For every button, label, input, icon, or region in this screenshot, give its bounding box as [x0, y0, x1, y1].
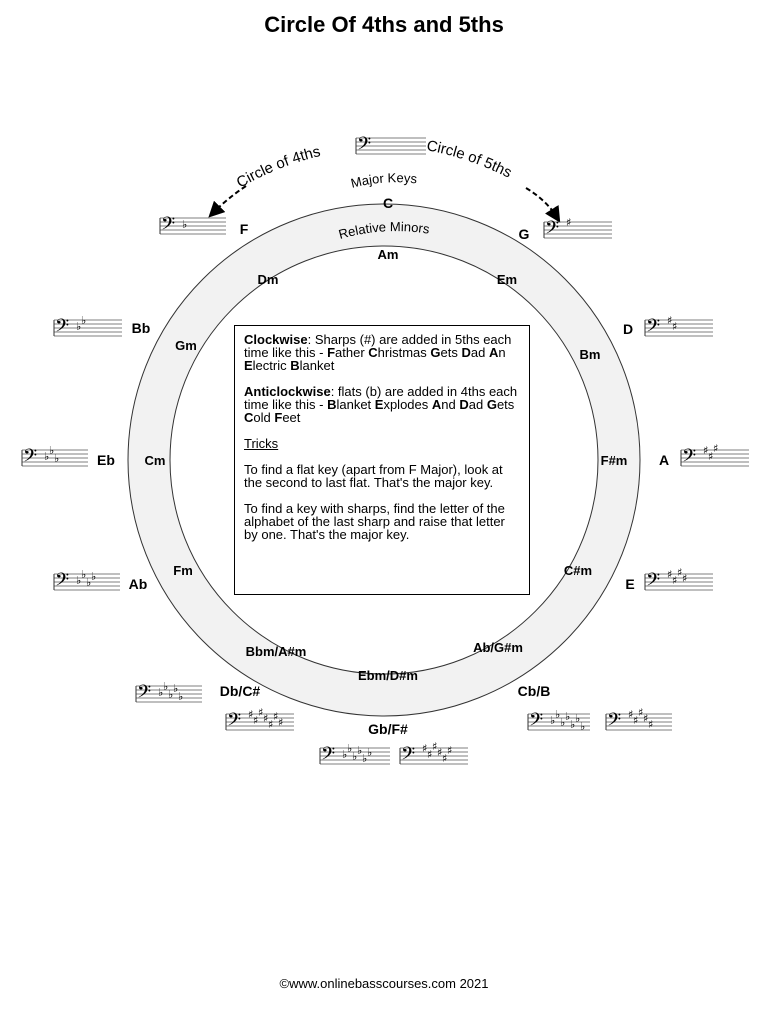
flat-icon: ♭: [86, 576, 92, 589]
flat-icon: ♭: [565, 710, 571, 723]
minor-key-label-csharpm: C#m: [563, 563, 593, 578]
mnemonic-initial: G: [430, 345, 441, 360]
sharp-icon: ♯: [708, 450, 714, 463]
anticlockwise-paragraph: [244, 385, 520, 424]
mnemonic-word-rest: lanket: [299, 358, 335, 373]
major-key-label-cb-b: Cb/B: [517, 683, 551, 699]
footer-copyright: ©www.onlinebasscourses.com 2021: [279, 976, 489, 991]
staff-signature-a: [681, 442, 749, 471]
staff-signature-b: [606, 706, 672, 735]
flat-icon: ♭: [163, 680, 169, 693]
mnemonic-initial: F: [327, 345, 336, 360]
flat-icon: ♭: [178, 690, 184, 703]
major-key-label-ab: Ab: [128, 576, 148, 592]
sharp-icon: ♯: [566, 216, 572, 229]
minor-key-label-bm: Bm: [579, 347, 601, 362]
anticlockwise-title: Anticlockwise: [244, 384, 331, 399]
flat-icon: ♭: [182, 218, 188, 231]
flat-icon: ♭: [168, 688, 174, 701]
staff-signature-cb: [528, 708, 590, 735]
bass-clef-icon: 𝄢: [23, 446, 38, 471]
anticlockwise-text: : flats (b) are added in 4ths each time like this -: [244, 384, 518, 412]
staff-signature-gb: [320, 742, 390, 769]
flat-icon: ♭: [342, 748, 348, 761]
sharp-icon: ♯: [667, 314, 673, 327]
clockwise-title: Clockwise: [244, 332, 308, 347]
mnemonic-initial: A: [431, 397, 442, 412]
sharp-icon: ♯: [672, 320, 678, 333]
trick-1: To find a flat key (apart from F Major), look at the second to last flat. That's the major key.: [244, 462, 503, 490]
flat-icon: ♭: [347, 742, 353, 755]
mnemonic-word-rest: hristmas: [377, 345, 431, 360]
sharp-icon: ♯: [442, 752, 448, 765]
major-key-label-eb: Eb: [97, 452, 115, 468]
mnemonic-word-rest: xplodes: [383, 397, 432, 412]
mnemonic-initial: E: [374, 397, 384, 412]
major-key-label-e: E: [625, 576, 635, 592]
minor-key-label-fsharpm: F#m: [600, 453, 628, 468]
sharp-icon: ♯: [682, 572, 688, 585]
circle-of-5ths-caption: Circle of 5ths: [425, 137, 515, 182]
bass-clef-icon: 𝄢: [607, 710, 622, 735]
sharp-icon: ♯: [447, 744, 453, 757]
major-key-label-a: A: [658, 452, 670, 468]
minor-key-label-cm: Cm: [144, 453, 166, 468]
mnemonic-initial: C: [368, 345, 378, 360]
sharp-icon: ♯: [628, 708, 634, 721]
mnemonic-word-rest: ad: [468, 397, 487, 412]
staff-signature-ab: [54, 568, 120, 595]
mnemonic-word-rest: n: [498, 345, 506, 360]
bass-clef-icon: 𝄢: [55, 316, 70, 341]
bass-clef-icon: 𝄢: [401, 744, 416, 769]
flat-icon: ♭: [158, 686, 164, 699]
sharp-icon: ♯: [643, 712, 649, 725]
flat-icon: ♭: [555, 708, 561, 721]
bass-clef-icon: 𝄢: [682, 446, 697, 471]
staff-signature-bb: [54, 314, 122, 341]
bass-clef-icon: 𝄢: [227, 710, 242, 735]
minor-key-label-fm: Fm: [173, 563, 193, 578]
sharp-icon: ♯: [703, 444, 709, 457]
major-key-label-gb-fsharp: Gb/F#: [368, 721, 408, 737]
major-key-label-d: D: [622, 321, 634, 337]
flat-icon: ♭: [54, 452, 60, 465]
sharp-icon: ♯: [677, 566, 683, 579]
flat-icon: ♭: [575, 712, 581, 725]
mnemonic-word-rest: lectric: [252, 358, 291, 373]
bass-clef-icon: 𝄢: [545, 218, 560, 243]
sharp-icon: ♯: [667, 568, 673, 581]
staff-signature-c: [356, 134, 426, 159]
flat-icon: ♭: [580, 720, 586, 733]
clockwise-text: : Sharps (#) are added in 5ths each time like this -: [244, 332, 512, 360]
mnemonic-word-rest: old: [253, 410, 275, 425]
minor-key-label-dm: Dm: [257, 272, 279, 287]
bass-clef-icon: 𝄢: [137, 682, 152, 707]
staff-signature-d: [645, 314, 713, 341]
tricks-title: Tricks: [244, 436, 279, 451]
flat-icon: ♭: [76, 320, 82, 333]
flat-icon: ♭: [76, 574, 82, 587]
mnemonic-initial: E: [244, 358, 253, 373]
staff-signature-eb: [22, 444, 88, 471]
flat-icon: ♭: [49, 444, 55, 457]
flat-icon: ♭: [91, 570, 97, 583]
sharp-icon: ♯: [258, 706, 264, 719]
mnemonic-initial: C: [244, 410, 254, 425]
staff-signature-db: [136, 680, 202, 707]
relative-minors-caption: Relative Minors: [336, 219, 431, 242]
bass-clef-icon: 𝄢: [55, 570, 70, 595]
major-keys-caption: Major Keys: [349, 170, 418, 191]
mnemonic-word-rest: ather: [335, 345, 369, 360]
bass-clef-icon: 𝄢: [357, 134, 372, 159]
flat-icon: ♭: [357, 744, 363, 757]
mnemonic-initial: A: [488, 345, 499, 360]
sharp-icon: ♯: [648, 718, 654, 731]
mnemonic-initial: D: [461, 345, 471, 360]
staff-signature-csharp: [226, 706, 294, 735]
bass-clef-icon: 𝄢: [161, 214, 176, 239]
mnemonic-word-rest: nd: [441, 397, 460, 412]
info-box: [234, 325, 530, 595]
flat-icon: ♭: [81, 568, 87, 581]
flat-icon: ♭: [362, 752, 368, 765]
bass-clef-icon: 𝄢: [321, 744, 336, 769]
page-title: Circle Of 4ths and 5ths: [264, 12, 504, 37]
sharp-icon: ♯: [422, 742, 428, 755]
mnemonic-initial: B: [327, 397, 337, 412]
flat-icon: ♭: [367, 746, 373, 759]
clockwise-paragraph: [244, 333, 520, 372]
bass-clef-icon: 𝄢: [646, 316, 661, 341]
bass-clef-icon: 𝄢: [529, 710, 544, 735]
trick-2: To find a key with sharps, find the letter of the alphabet of the last sharp and raise that letter by one. That's the major key.: [244, 501, 505, 542]
staff-signature-e: [645, 566, 713, 595]
sharp-icon: ♯: [263, 712, 269, 725]
staff-signature-fsharp: [400, 740, 468, 769]
minor-key-label-gm: Gm: [175, 338, 197, 353]
minor-key-label-ab-gsharpm: Ab/G#m: [473, 640, 523, 655]
sharp-icon: ♯: [672, 574, 678, 587]
mnemonic-word-rest: ets: [496, 397, 515, 412]
flat-icon: ♭: [352, 750, 358, 763]
major-key-label-db-csharp: Db/C#: [219, 683, 261, 699]
mnemonic-word-rest: eet: [282, 410, 301, 425]
staff-signature-f: [160, 214, 226, 239]
sharp-icon: ♯: [253, 714, 259, 727]
sharp-icon: ♯: [638, 706, 644, 719]
major-key-label-bb: Bb: [131, 320, 151, 336]
mnemonic-initial: G: [486, 397, 497, 412]
sharp-icon: ♯: [437, 746, 443, 759]
minor-key-label-bbm-asharpm: Bbm/A#m: [245, 644, 307, 659]
sharp-icon: ♯: [278, 716, 284, 729]
minor-key-label-am: Am: [377, 247, 399, 262]
mnemonic-word-rest: ad: [470, 345, 489, 360]
minor-key-label-em: Em: [496, 272, 518, 287]
flat-icon: ♭: [550, 714, 556, 727]
sharp-icon: ♯: [427, 748, 433, 761]
sharp-icon: ♯: [713, 442, 719, 455]
flat-icon: ♭: [173, 682, 179, 695]
mnemonic-word-rest: ets: [440, 345, 462, 360]
mnemonic-word-rest: lanket: [336, 397, 375, 412]
mnemonic-initial: D: [459, 397, 469, 412]
circle-of-5ths-arrow: [526, 188, 556, 216]
flat-icon: ♭: [81, 314, 87, 327]
sharp-icon: ♯: [273, 710, 279, 723]
sharp-icon: ♯: [268, 718, 274, 731]
major-key-label-c: C: [382, 195, 394, 211]
staff-signature-g: [544, 216, 612, 243]
sharp-icon: ♯: [248, 708, 254, 721]
flat-icon: ♭: [44, 450, 50, 463]
major-key-label-g: G: [518, 226, 530, 242]
flat-icon: ♭: [560, 716, 566, 729]
circle-of-4ths-caption: Circle of 4ths: [233, 143, 323, 192]
major-key-label-f: F: [239, 221, 249, 237]
sharp-icon: ♯: [633, 714, 639, 727]
minor-key-label-ebm-dsharpm: Ebm/D#m: [358, 668, 418, 683]
mnemonic-initial: B: [290, 358, 300, 373]
bass-clef-icon: 𝄢: [646, 570, 661, 595]
flat-icon: ♭: [570, 718, 576, 731]
mnemonic-initial: F: [274, 410, 283, 425]
sharp-icon: ♯: [432, 740, 438, 753]
